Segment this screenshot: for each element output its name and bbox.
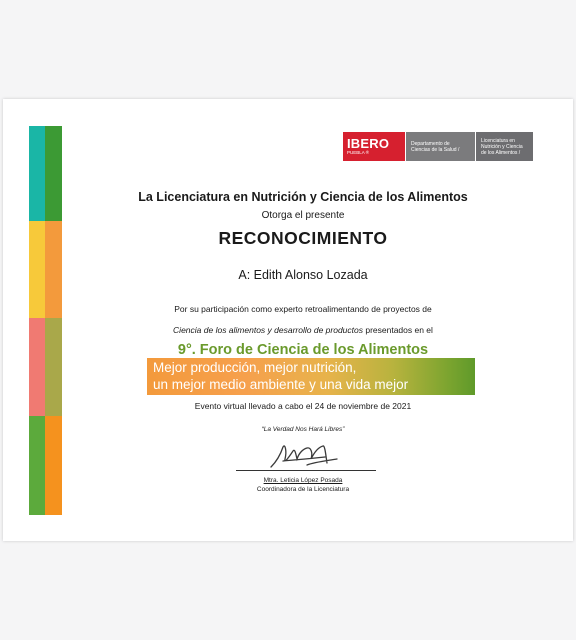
ibero-brand-text: IBERO bbox=[347, 136, 390, 151]
slogan-banner bbox=[147, 358, 475, 395]
slogan-line2: un mejor medio ambiente y una vida mejor bbox=[153, 377, 409, 392]
ibero-logo-red-block bbox=[343, 132, 405, 161]
event-name: 9°. Foro de Ciencia de los Alimentos bbox=[177, 342, 429, 358]
certificate-recipient: A: Edith Alonso Lozada bbox=[238, 268, 368, 282]
stripe-pink bbox=[29, 318, 45, 416]
motto: “La Verdad Nos Hará Libres” bbox=[261, 426, 345, 433]
stripe-orange-bottom bbox=[45, 416, 62, 515]
stripe-orange-mid bbox=[45, 221, 62, 318]
stripe-green-bottom bbox=[29, 416, 45, 515]
stripe-yellow bbox=[29, 221, 45, 318]
ibero-brand-sub: PUEBLA ® bbox=[347, 150, 370, 155]
slogan-line1: Mejor producción, mejor nutrición, bbox=[153, 360, 357, 375]
signature-line bbox=[236, 470, 376, 471]
signer-role: Coordinadora de la Licenciatura bbox=[256, 486, 350, 493]
decorative-stripes bbox=[29, 126, 62, 515]
certificate-title: RECONOCIMIENTO bbox=[218, 228, 388, 248]
certificate-reason-line1: Por su participación como experto retroalimentando de proyectos de bbox=[174, 304, 432, 314]
certificate-reason-line2 bbox=[63, 325, 543, 335]
reason-italic-text: Ciencia de los alimentos y desarrollo de productos bbox=[173, 325, 363, 335]
certificate-sheet bbox=[3, 99, 573, 541]
certificate-grants: Otorga el presente bbox=[261, 210, 345, 221]
ibero-logo bbox=[343, 132, 533, 161]
ibero-logo-program: Licenciatura en Nutrición y Ciencia de los Alimentos / bbox=[475, 132, 533, 161]
stripe-olive bbox=[45, 318, 62, 416]
stripe-teal bbox=[29, 126, 45, 221]
reason-rest-text: presentados en el bbox=[362, 325, 433, 335]
ibero-logo-department: Departamento de Ciencias de la Salud / bbox=[405, 132, 475, 161]
event-detail: Evento virtual llevado a cabo el 24 de noviembre de 2021 bbox=[194, 401, 412, 411]
stripe-green-top bbox=[45, 126, 62, 221]
certificate-heading: La Licenciatura en Nutrición y Ciencia de los Alimentos bbox=[138, 190, 468, 204]
signer-name: Mtra. Leticia López Posada bbox=[263, 477, 343, 484]
signature-image bbox=[263, 439, 343, 471]
